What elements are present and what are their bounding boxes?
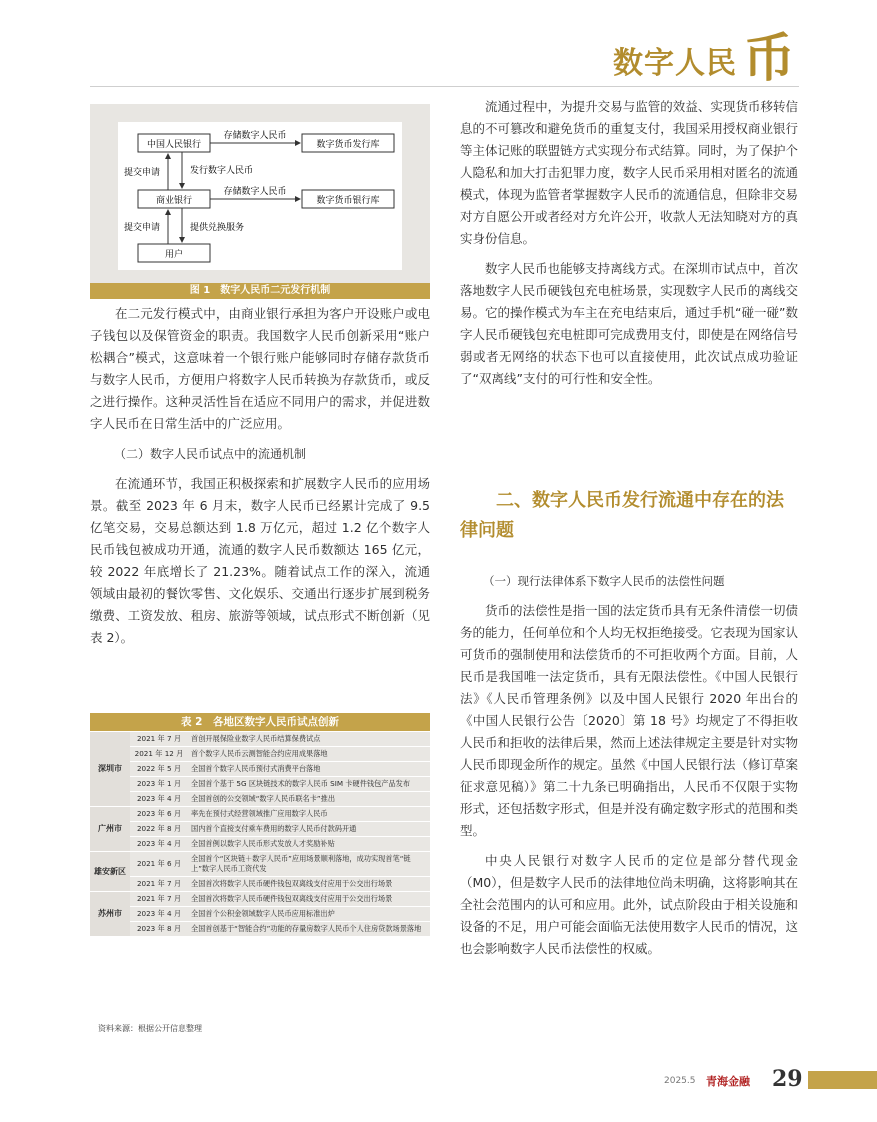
table-row bbox=[90, 877, 430, 892]
right-paragraph-2: 数字人民币也能够支持离线方式。在深圳市试点中，首次落地数字人民币硬钱包充电桩场景，实现数字人民币的离线交易。它的操作模式为车主在充电结束后，通过手机“碰一碰”数字人民币硬钱包充电桩即可完成费用支付，即使是在网络信号弱或者无网络的状态下也可以直接使用，此次试点成功验证了“双离线”支付的可行性和安全性。 bbox=[460, 261, 798, 386]
table-cell-description: 首个数字人民币云测智能合约应用成果落地 bbox=[188, 747, 430, 762]
left-paragraph-1: 在二元发行模式中，由商业银行承担为客户开设账户或电子钱包以及保管资金的职责。我国数字人民币创新采用“账户松耦合”模式，这意味着一个银行账户能够同时存储存款货币与数字人民币，方便用户将数字人民币转换为存款货币，或反之进行操作。这种灵活性旨在适应不同用户的需求，并促进数字人民币在日常生活中的广泛应用。 bbox=[90, 306, 430, 431]
header-big-char-text: 币 bbox=[743, 30, 796, 82]
label-store-2: 存储数字人民币 bbox=[223, 187, 287, 197]
table-row bbox=[90, 747, 430, 762]
table-cell-date: 2023 年 4 月 bbox=[130, 837, 188, 852]
table-row bbox=[90, 822, 430, 837]
table-cell-description: 率先在预付式经营领域推广应用数字人民币 bbox=[188, 807, 430, 822]
table-cell-description: 全国首例以数字人民币形式发放人才奖励补贴 bbox=[188, 837, 430, 852]
table-cell-description: 全国首个“区块链＋数字人民币”应用场景顺利落地，成功实现首笔“链上”数字人民币工资代发 bbox=[188, 852, 430, 877]
table-cell-date: 2021 年 12 月 bbox=[130, 747, 188, 762]
table-row bbox=[90, 852, 430, 877]
table-cell-description: 全国首创的公交领域“数字人民币联名卡”推出 bbox=[188, 792, 430, 807]
table-row bbox=[90, 922, 430, 937]
left-subheading: （二）数字人民币试点中的流通机制 bbox=[114, 447, 307, 461]
node-bank-label: 商业银行 bbox=[155, 196, 193, 206]
table-cell-description: 首创开展保险业数字人民币结算保费试点 bbox=[188, 732, 430, 747]
table-cell-city: 深圳市 bbox=[90, 732, 130, 807]
table-row bbox=[90, 807, 430, 822]
table-cell-description: 全国首个基于 5G 区块链技术的数字人民币 SIM 卡硬件钱包产品发布 bbox=[188, 777, 430, 792]
right-column-top bbox=[460, 96, 798, 398]
table-cell-date: 2023 年 4 月 bbox=[130, 792, 188, 807]
label-apply-2: 提交申请 bbox=[124, 223, 161, 233]
footer-magazine-logo: 青海金融 bbox=[706, 1075, 750, 1088]
table-cell-date: 2023 年 4 月 bbox=[130, 907, 188, 922]
table-cell-date: 2023 年 8 月 bbox=[130, 922, 188, 937]
node-bank-store-label: 数字货币银行库 bbox=[316, 196, 380, 206]
table-cell-description: 国内首个直接支付乘车费用的数字人民币付款码开通 bbox=[188, 822, 430, 837]
right-subheading: （一）现行法律体系下数字人民币的法偿性问题 bbox=[483, 574, 725, 588]
table-cell-date: 2021 年 7 月 bbox=[130, 732, 188, 747]
label-apply-1: 提交申请 bbox=[124, 168, 161, 178]
page-number: 29 bbox=[772, 1066, 803, 1092]
figure-1-caption: 图 1 数字人民币二元发行机制 bbox=[90, 283, 430, 299]
table-row bbox=[90, 792, 430, 807]
table-cell-description: 全国首次将数字人民币硬件钱包双离线支付应用于公交出行场景 bbox=[188, 892, 430, 907]
header-title: 数字人民 bbox=[613, 46, 737, 81]
table-row bbox=[90, 892, 430, 907]
section-title: 二、数字人民币发行流通中存在的法律问题 bbox=[460, 490, 784, 541]
right-paragraph-3: 货币的法偿性是指一国的法定货币具有无条件清偿一切债务的能力，任何单位和个人均无权拒绝接受。它表现为国家认可货币的强制使用和法偿货币的不可拒收两个方面。目前，人民币是我国唯一法定货币，具有无限法偿性。《中国人民银行法》《人民币管理条例》以及中国人民银行 2020 年出台的《中国人民银行公告〔2020〕第 18 号》均规定了不得拒收人民币和拒收的法律后果，然而上述法律规定主要是针对实物人民币即现金所作的规定。虽然《中国人民银行法（修订草案征求意见稿）》第二十九条已明确指出，人民币不仅限于实物形式，还包括数字形式，但是并没有确定数字形式的范围和类型。 bbox=[460, 603, 798, 838]
right-column-bottom bbox=[460, 570, 798, 968]
right-paragraph-4: 中央人民银行对数字人民币的定位是部分替代现金（M0），但是数字人民币的法律地位尚未明确，这将影响其在全社会范围内的认可和应用。此外，试点阶段由于相关设施和设备的不足，用户可能会面临无法使用数字人民币的情况，这也会影响数字人民币法偿性的权威。 bbox=[460, 853, 798, 956]
table-cell-city: 苏州市 bbox=[90, 892, 130, 937]
table-cell-description: 全国首个公积金领域数字人民币应用标准出炉 bbox=[188, 907, 430, 922]
header-rule bbox=[90, 86, 799, 87]
table-cell-date: 2022 年 5 月 bbox=[130, 762, 188, 777]
table-cell-date: 2023 年 1 月 bbox=[130, 777, 188, 792]
node-user-label: 用户 bbox=[164, 250, 184, 260]
header-big-char bbox=[741, 30, 805, 82]
table-cell-date: 2021 年 7 月 bbox=[130, 877, 188, 892]
label-exchange: 提供兑换服务 bbox=[190, 223, 245, 233]
label-store-1: 存储数字人民币 bbox=[223, 131, 287, 141]
footer-date: 2025.5 bbox=[664, 1076, 696, 1086]
right-paragraph-1: 流通过程中，为提升交易与监管的效益、实现货币移转信息的不可篡改和避免货币的重复支付，我国采用授权商业银行等主体记账的联盟链方式实现分布式结算。同时，为了保护个人隐私和加大打击犯罪力度，数字人民币采用相对匿名的流通模式，体现为监管者掌握数字人民币的流通信息，但除非交易对方自愿公开或者经对方允许公开，收款人无法知晓对方的真实身份信息。 bbox=[460, 99, 798, 246]
node-issuance-store-label: 数字货币发行库 bbox=[316, 140, 380, 150]
footer-accent-bar bbox=[808, 1071, 877, 1089]
table-2-title: 表 2 各地区数字人民币试点创新 bbox=[90, 713, 430, 731]
table-row bbox=[90, 732, 430, 747]
figure-1-svg bbox=[90, 104, 430, 284]
figure-1-diagram bbox=[90, 104, 430, 284]
table-cell-date: 2021 年 7 月 bbox=[130, 892, 188, 907]
table-cell-date: 2023 年 6 月 bbox=[130, 807, 188, 822]
table-cell-city: 广州市 bbox=[90, 807, 130, 852]
table-cell-city: 雄安新区 bbox=[90, 852, 130, 892]
table-cell-description: 全国首个数字人民币预付式消费平台落地 bbox=[188, 762, 430, 777]
table-row bbox=[90, 837, 430, 852]
table-row bbox=[90, 762, 430, 777]
table-row bbox=[90, 777, 430, 792]
left-column bbox=[90, 303, 430, 657]
table-cell-description: 全国首次将数字人民币硬件钱包双离线支付应用于公交出行场景 bbox=[188, 877, 430, 892]
table-2-source: 资料来源：根据公开信息整理 bbox=[98, 1024, 202, 1033]
table-cell-description: 全国首创基于“智能合约”功能的存量房数字人民币个人住房贷款场景落地 bbox=[188, 922, 430, 937]
table-cell-date: 2022 年 8 月 bbox=[130, 822, 188, 837]
left-paragraph-2: 在流通环节，我国正积极探索和扩展数字人民币的应用场景。截至 2023 年 6 月末，数字人民币已经累计完成了 9.5 亿笔交易，交易总额达到 1.8 万亿元，超过 1.2 亿个数字人民币钱包被成功开通，流通的数字人民币数额达 165 亿元，较 2022 年底增长了 21.23%。随着试点工作的深入，流通领域由最初的餐饮零售、文化娱乐、交通出行逐步扩展到税务缴费、工资发放、租房、旅游等领域，试点形式不断创新（见表 2）。 bbox=[90, 476, 430, 645]
table-row bbox=[90, 907, 430, 922]
label-issue: 发行数字人民币 bbox=[190, 166, 254, 176]
node-pboc-label: 中国人民银行 bbox=[146, 140, 202, 150]
table-2 bbox=[90, 732, 430, 937]
table-cell-date: 2021 年 6 月 bbox=[130, 852, 188, 877]
